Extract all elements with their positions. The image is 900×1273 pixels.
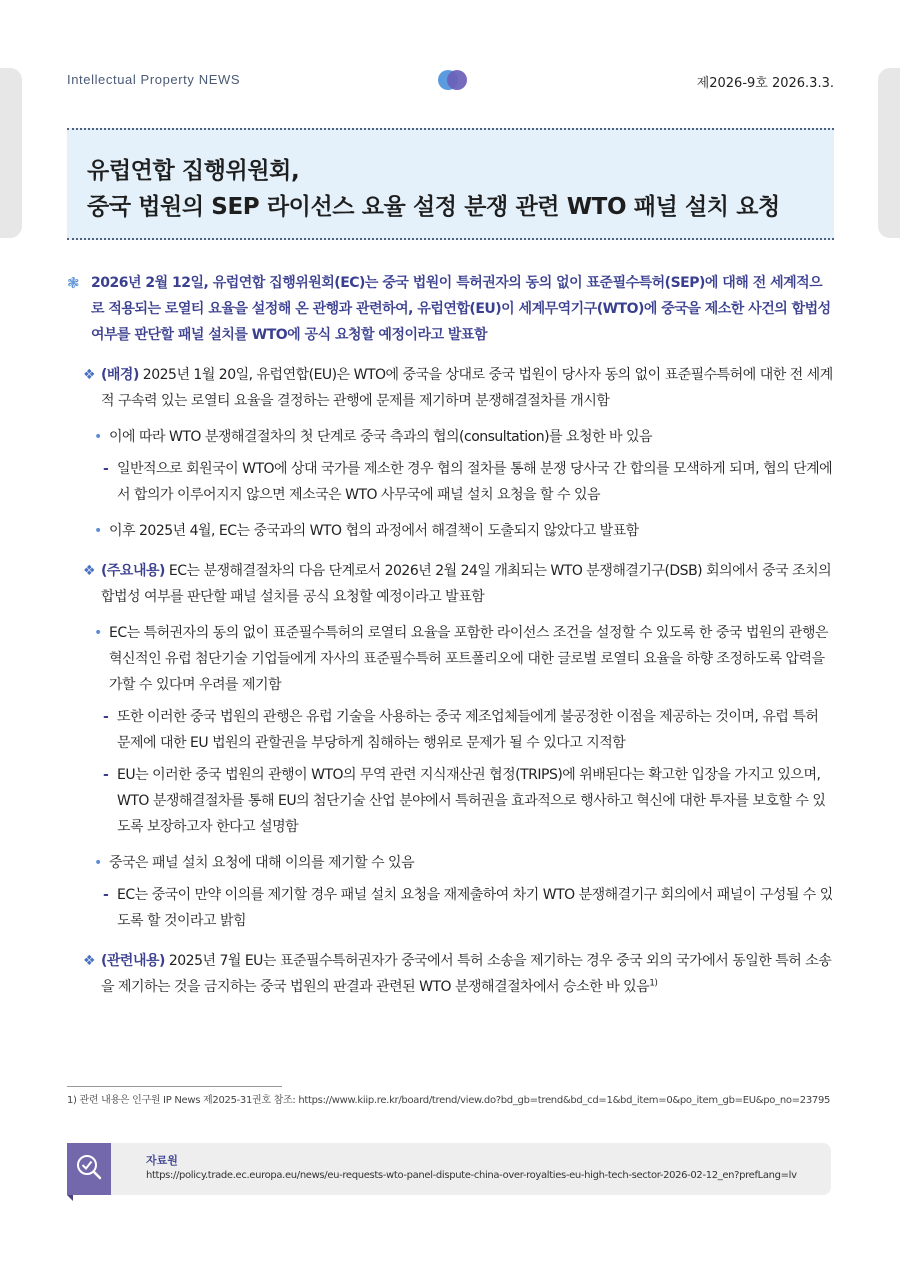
dash-bullet-icon: - [103, 709, 109, 725]
section-related [67, 948, 834, 1000]
source-label: 자료원 [146, 1154, 178, 1167]
section-label: (관련내용) [101, 953, 165, 969]
section-label: (주요내용) [101, 563, 165, 579]
list-item-text: 중국은 패널 설치 요청에 대해 이의를 제기할 수 있음 [109, 855, 415, 871]
list-item [67, 518, 834, 544]
source-box [67, 1143, 831, 1195]
list-item [67, 850, 834, 876]
article-body [67, 270, 834, 1000]
section-text: EC는 분쟁해결절차의 다음 단계로서 2026년 2월 24일 개최되는 WTO 분쟁해결기구(DSB) 회의에서 중국 조치의 합법성 여부를 판단할 패널 설치를 공식 요청할 예정이라고 발표함 [101, 563, 832, 605]
left-side-tab [0, 68, 22, 238]
diamond-bullet-icon: ❖ [83, 953, 96, 969]
dash-bullet-icon: - [103, 461, 109, 477]
section-background [67, 362, 834, 414]
source-link[interactable]: https://policy.trade.ec.europa.eu/news/eu-requests-wto-panel-dispute-china-over-royalties-eu-high-tech-sector-2026-02-12_en?prefLang=lv [146, 1170, 797, 1181]
sub-list-item-text: EU는 이러한 중국 법원의 관행이 WTO의 무역 관련 지식재산권 협정(TRIPS)에 위배된다는 확고한 입장을 가지고 있으며, WTO 분쟁해결절차를 통해 EU의 첨단기술 산업 분야에서 특허권을 효과적으로 행사하고 혁신에 대한 투자를 보호할 수 있도록 보장하고자 한다고 설명함 [117, 767, 826, 835]
sub-list-item-text: 또한 이러한 중국 법원의 관행은 유럽 기술을 사용하는 중국 제조업체들에게 불공정한 이점을 제공하는 것이며, 유럽 특허 문제에 대한 EU 법원의 관할권을 부당하게 침해하는 행위로 문제가 될 수 있다고 지적함 [117, 709, 819, 751]
section-main [67, 558, 834, 610]
footnote: 1) 관련 내용은 인구원 IP News 제2025-31권호 참조: https://www.kiip.re.kr/board/trend/view.do?bd_gb=trend&bd_cd=1&bd_item=0&po_item_gb=EU&po_no=23795 [67, 1095, 831, 1106]
magnifier-check-icon [67, 1143, 111, 1195]
title-box [67, 128, 834, 240]
footnote-divider [67, 1086, 282, 1087]
section-text: 2025년 7월 EU는 표준필수특허권자가 중국에서 특허 소송을 제기하는 경우 중국 외의 국가에서 동일한 특허 소송을 제기하는 것을 금지하는 중국 법원의 판결과 관련된 WTO 분쟁해결절차에서 승소한 바 있음 [101, 953, 832, 995]
page-header [67, 68, 834, 94]
list-item-text: 이후 2025년 4월, EC는 중국과의 WTO 협의 과정에서 해결책이 도출되지 않았다고 발표함 [109, 523, 639, 539]
snowflake-bullet-icon: ❃ [67, 274, 80, 292]
sub-list-item [67, 704, 834, 756]
lead-text: 2026년 2월 12일, 유럽연합 집행위원회(EC)는 중국 법원이 특허권자의 동의 없이 표준필수특허(SEP)에 대해 전 세계적으로 적용되는 로열티 요율을 설정해 온 관행과 관련하여, 유럽연합(EU)이 세계무역기구(WTO)에 중국을 제소한 사건의 합법성 여부를 판단할 패널 설치를 WTO에 공식 요청할 예정이라고 발표함 [91, 275, 831, 343]
logo-icon [432, 68, 472, 92]
list-item-text: EC는 특허권자의 동의 없이 표준필수특허의 로열티 요율을 포함한 라이선스 조건을 설정할 수 있도록 한 중국 법원의 관행은 혁신적인 유럽 첨단기술 기업들에게 자사의 표준필수특허 포트폴리오에 대한 글로벌 로열티 요율을 하향 조정하도록 압력을 가할 수 있다며 우려를 제기함 [109, 625, 828, 693]
dash-bullet-icon: - [103, 767, 109, 783]
footnote-ref[interactable]: 1) [649, 978, 658, 989]
sub-list-item-text: 일반적으로 회원국이 WTO에 상대 국가를 제소한 경우 협의 절차를 통해 분쟁 당사국 간 합의를 모색하게 되며, 협의 단계에서 합의가 이루어지지 않으면 제소국은 WTO 사무국에 패널 설치 요청을 할 수 있음 [117, 461, 833, 503]
issue-number: 제2026-9호 2026.3.3. [696, 76, 834, 91]
sub-list-item-text: EC는 중국이 만약 이의를 제기할 경우 패널 설치 요청을 재제출하여 차기 WTO 분쟁해결기구 회의에서 패널이 구성될 수 있도록 할 것이라고 밝힘 [117, 887, 833, 929]
section-label: (배경) [101, 367, 139, 383]
page-title-line1: 유럽연합 집행위원회, [87, 158, 300, 184]
list-item [67, 620, 834, 698]
lead-paragraph [67, 270, 834, 348]
dot-bullet-icon: • [94, 625, 102, 641]
dash-bullet-icon: - [103, 887, 109, 903]
list-item [67, 424, 834, 450]
dot-bullet-icon: • [94, 429, 102, 445]
section-text: 2025년 1월 20일, 유럽연합(EU)은 WTO에 중국을 상대로 중국 법원이 당사자 동의 없이 표준필수특허에 대한 전 세계적 구속력 있는 로열티 요율을 결정하는 관행에 문제를 제기하며 분쟁해결절차를 개시함 [101, 367, 833, 409]
dot-bullet-icon: • [94, 523, 102, 539]
brand-name: Intellectual Property NEWS [67, 72, 241, 87]
diamond-bullet-icon: ❖ [83, 563, 96, 579]
right-side-tab [878, 68, 900, 238]
dot-bullet-icon: • [94, 855, 102, 871]
list-item-text: 이에 따라 WTO 분쟁해결절차의 첫 단계로 중국 측과의 협의(consultation)를 요청한 바 있음 [109, 429, 653, 445]
sub-list-item [67, 882, 834, 934]
page-title-line2: 중국 법원의 SEP 라이선스 요율 설정 분쟁 관련 WTO 패널 설치 요청 [87, 194, 780, 220]
sub-list-item [67, 762, 834, 840]
sub-list-item [67, 456, 834, 508]
diamond-bullet-icon: ❖ [83, 367, 96, 383]
